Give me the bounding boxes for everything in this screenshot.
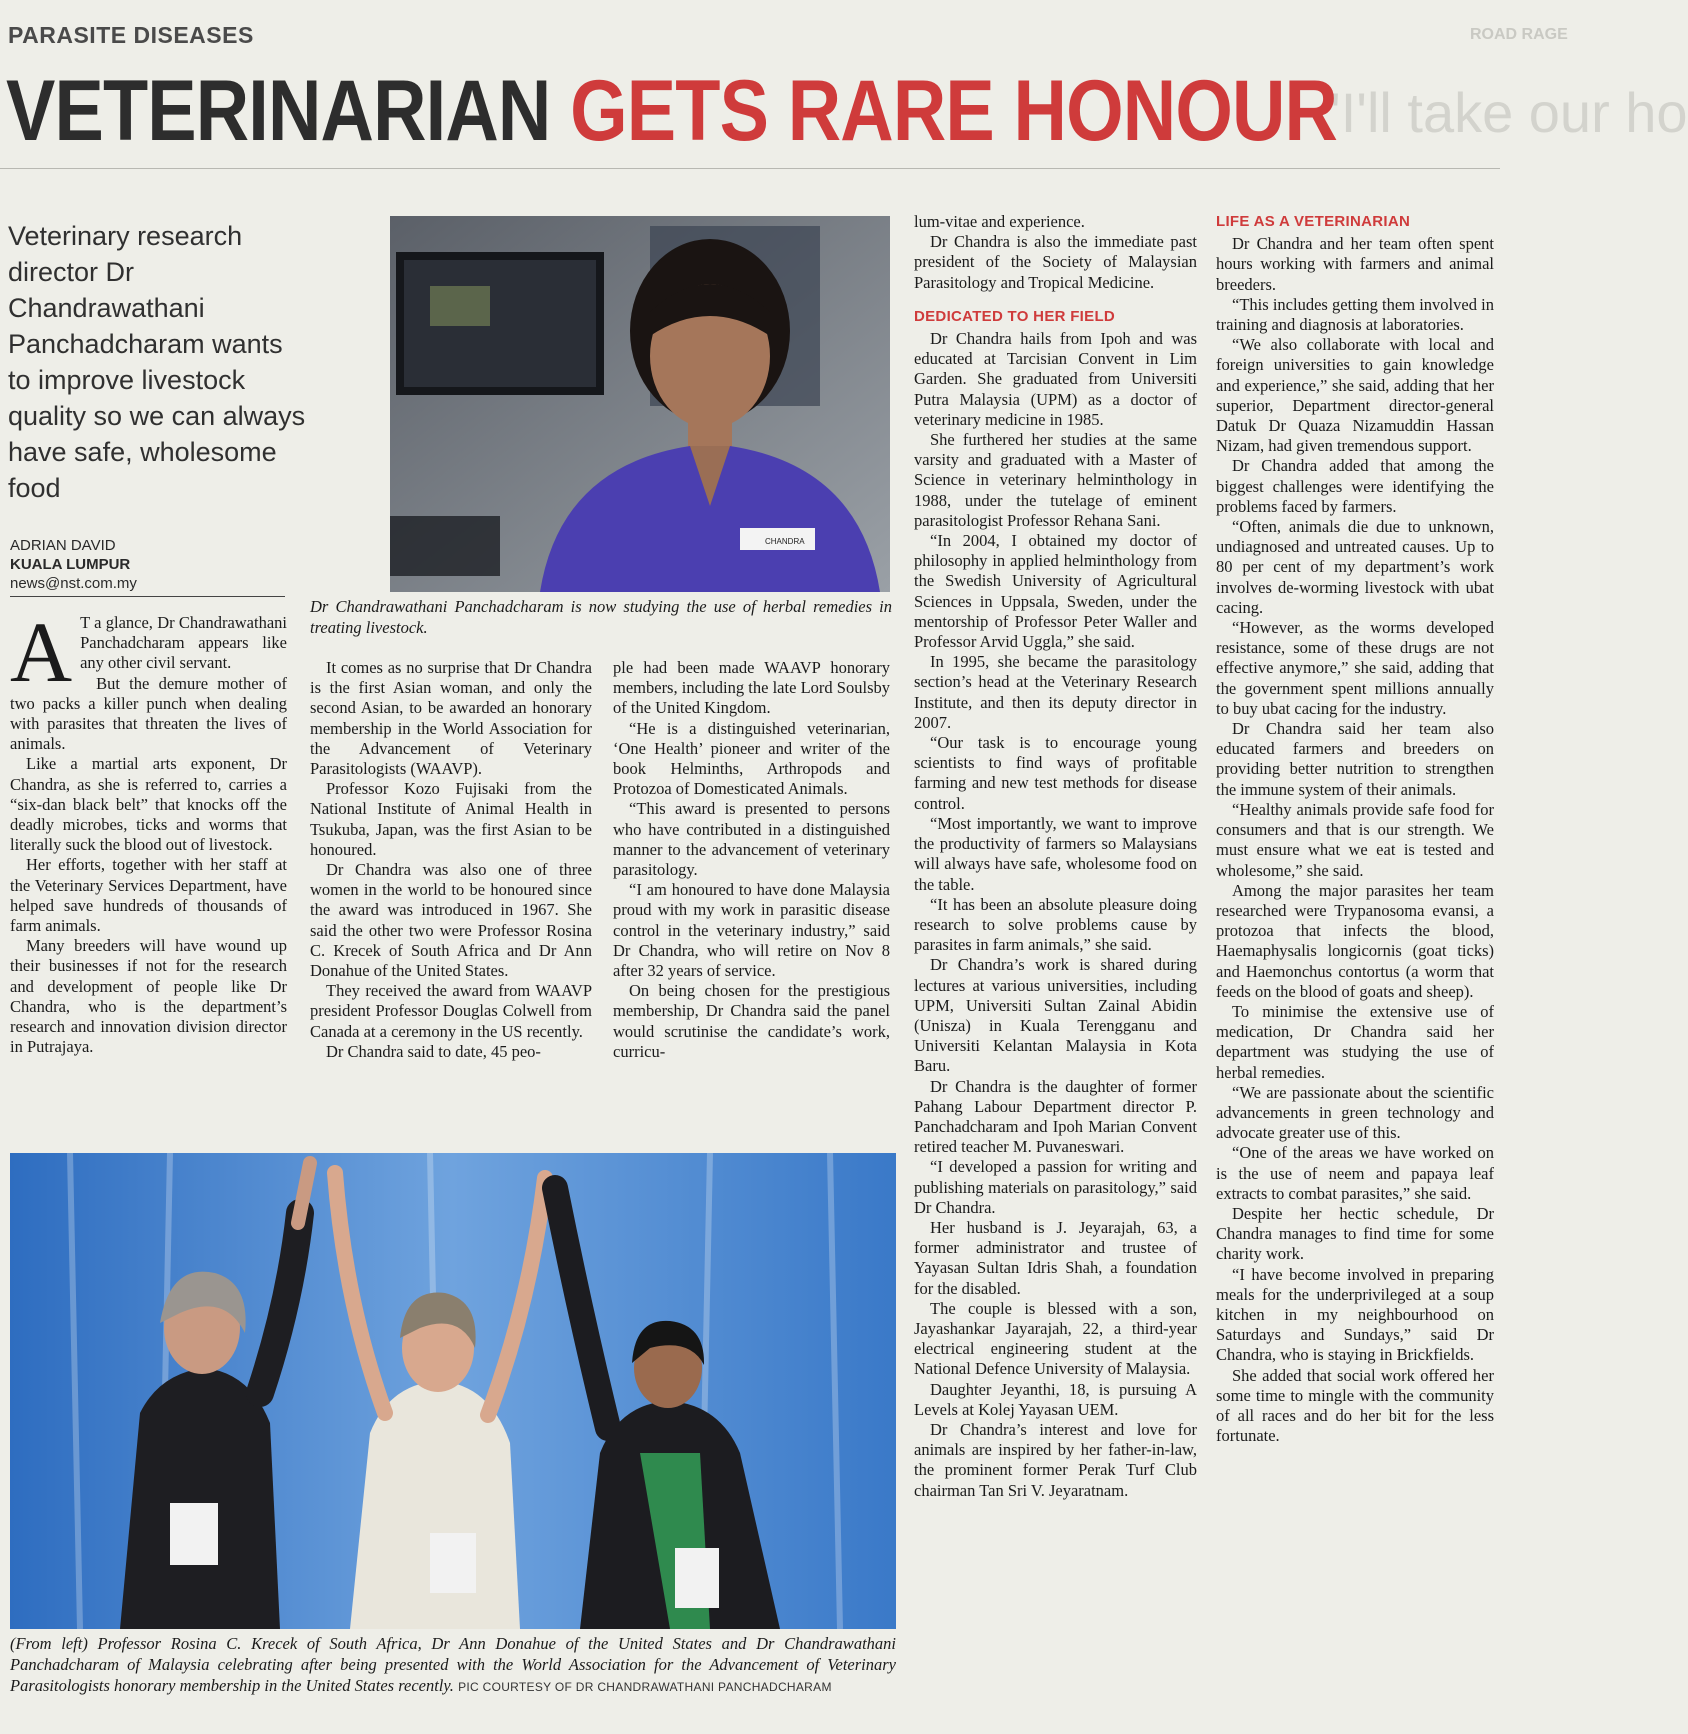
paragraph: Dr Chandra is the daughter of former Pahang Labour Department director P. Panchadcharam and Ipoh Marian Convent retired teacher M. Puvaneswari. [914,1076,1197,1157]
portrait-photo-art [390,216,890,592]
paragraph: Despite her hectic schedule, Dr Chandra manages to find time for some charity work. [1216,1203,1494,1264]
headline-part1: VETERINARIAN [6,63,551,159]
paragraph: On being chosen for the prestigious membership, Dr Chandra said the panel would scrutinise the candidate’s work, curricu- [613,981,890,1061]
lead-paragraph: T a glance, Dr Chandrawathani Panchadcharam appears like any other civil servant. [80,613,287,673]
article-column-4 [914,212,1197,1501]
headline [6,63,1338,159]
paragraph: It comes as no surprise that Dr Chandra is the first Asian woman, and only the second Asian, to be awarded an honorary membership in the World Association for the Advancement of Veterinary Parasitologists (WAAVP). [310,658,592,779]
paragraph: Her efforts, together with her staff at the Veterinary Services Department, have helped save hundreds of thousands of farm animals. [10,855,287,936]
paragraph: Dr Chandra was also one of three women in the world to be honoured since the award was introduced in 1967. She said the other two were Professor Rosina C. Krecek of South Africa and Dr Ann Donahue of the United States. [310,860,592,981]
dropcap: A [10,604,73,700]
article-column-5 [1216,212,1494,1446]
article-column-2 [310,658,592,1062]
paragraph: ple had been made WAAVP honorary members, including the late Lord Soulsby of the United Kingdom. [613,658,890,718]
paragraph: They received the award from WAAVP president Professor Douglas Colwell from Canada at a ceremony in the US recently. [310,981,592,1041]
subhead-dedicated: DEDICATED TO HER FIELD [914,307,1116,325]
photo-credit: PIC COURTESY OF DR CHANDRAWATHANI PANCHADCHARAM [458,1680,832,1694]
paragraph: “We are passionate about the scientific advancements in green technology and advocate greater use of this. [1216,1082,1494,1143]
byline-location: KUALA LUMPUR [10,556,131,573]
adjacent-story-headline: 'I'll take our ho [1330,81,1688,144]
paragraph: Dr Chandra hails from Ipoh and was educated at Tarcisian Convent in Lim Garden. She graduated from Universiti Putra Malaysia (UPM) as a doctor of veterinary medicine in 1985. [914,329,1197,429]
paragraph: Daughter Jeyanthi, 18, is pursuing A Levels at Kolej Yayasan UEM. [914,1379,1197,1419]
paragraph: “We also collaborate with local and foreign universities to gain knowledge and experience,” she said, adding that her superior, Department director-general Datuk Dr Quaza Nizamuddin Hassan Nizam, had given tremendous support. [1216,335,1494,456]
paragraph: Dr Chandra’s interest and love for animals are inspired by her father-in-law, the prominent former Perak Turf Club chairman Tan Sri V. Jeyaratnam. [914,1419,1197,1500]
paragraph: “Most importantly, we want to improve the productivity of farmers so Malaysians will always have safe, wholesome food on the table. [914,813,1197,894]
paragraph: “He is a distinguished veterinarian, ‘One Health’ pioneer and writer of the book Helminths, Arthropods and Protozoa of Domesticated Animals. [613,718,890,799]
paragraph: “One of the areas we have worked on is the use of neem and papaya leaf extracts to combat parasites,” she said. [1216,1143,1494,1203]
subhead-life: LIFE AS A VETERINARIAN [1216,213,1411,230]
standfirst: Veterinary research director Dr Chandrawathani Panchadcharam wants to improve livestock quality so we can always have safe, wholesome food [8,221,306,503]
paragraph: Dr Chandra and her team often spent hours working with farmers and animal breeders. [1216,234,1494,294]
group-photo [10,1153,896,1629]
paragraph: Professor Kozo Fujisaki from the National Institute of Animal Health in Tsukuba, Japan, was the first Asian to be honoured. [310,779,592,859]
byline-email: news@nst.com.my [10,575,137,592]
paragraph: “This award is presented to persons who have contributed in a distinguished manner to the advancement of veterinary parasitology. [613,799,890,880]
article-column-1 [10,604,287,1057]
paragraph: “Our task is to encourage young scientists to find ways of profitable farming and new test methods for disease control. [914,733,1197,813]
paragraph: She furthered her studies at the same varsity and graduated with a Master of Science in veterinary helminthology in 1988, under the tutelage of eminent parasitologist Professor Rehana Sani. [914,430,1197,530]
paragraph: Dr Chandra’s work is shared during lectures at various universities, including UPM, Universiti Sultan Zainal Abidin (Unisza) in Kuala Terengganu and Universiti Kelantan Malaysia in Kota Baru. [914,955,1197,1076]
paragraph: “It has been an absolute pleasure doing research to solve problems cause by parasites in farm animals,” she said. [914,894,1197,955]
portrait-caption: Dr Chandrawathani Panchadcharam is now studying the use of herbal remedies in treating livestock. [310,597,892,637]
paragraph: Dr Chandra added that among the biggest challenges were identifying the problems faced by farmers. [1216,456,1494,516]
paragraph: Dr Chandra is also the immediate past president of the Society of Malaysian Parasitology and Tropical Medicine. [914,232,1197,292]
name-tag-text: CHANDRA [765,537,805,546]
group-caption [10,1633,896,1698]
paragraph: But the demure mother of two packs a killer punch when dealing with parasites that threaten the lives of animals. [10,673,287,754]
paragraph: “Healthy animals provide safe food for consumers and that is our strength. We must ensure what we eat is tested and wholesome,” she said. [1216,799,1494,880]
paragraph: Among the major parasites her team researched were Trypanosoma evansi, a protozoa that infects the blood, Haemaphysalis longicornis (goat ticks) and Haemonchus contortus (a worm that feeds on the blood of goats and sheep). [1216,880,1494,1001]
section-kicker: PARASITE DISEASES [8,22,254,48]
paragraph: Dr Chandra said to date, 45 peo- [326,1041,541,1061]
paragraph: “I am honoured to have done Malaysia proud with my work in parasitic disease control in the veterinary industry,” said Dr Chandra, who will retire on Nov 8 after 32 years of service. [613,880,890,981]
article-column-3 [613,658,890,1062]
paragraph: “Often, animals die due to unknown, undiagnosed and untreated causes. Up to 80 per cent of my department’s work involves de-worming livestock with ubat cacing. [1216,517,1494,617]
paragraph: She added that social work offered her some time to mingle with the community of all races and do her bit for the less fortunate. [1216,1365,1494,1446]
paragraph: “In 2004, I obtained my doctor of philosophy in applied helminthology from the Swedish University of Agricultural Sciences in Uppsala, Sweden, under the mentorship of Professor Peter Waller and Professor Arvid Uggla,” she said. [914,531,1197,652]
byline-rule [10,596,285,597]
adjacent-story-kicker: ROAD RAGE [1470,26,1568,43]
portrait-photo [390,216,890,592]
paragraph: “This includes getting them involved in training and diagnosis at laboratories. [1216,294,1494,335]
paragraph: Dr Chandra said her team also educated farmers and breeders on providing better nutrition to strengthen the immune system of their animals. [1216,719,1494,799]
byline [10,536,137,593]
paragraph: To minimise the extensive use of medication, Dr Chandra said her department was studying the use of herbal remedies. [1216,1001,1494,1082]
paragraph: Like a martial arts exponent, Dr Chandra, as she is referred to, carries a “six-dan black belt” that knocks off the deadly microbes, ticks and worms that literally suck the blood out of livestock. [10,754,287,855]
paragraph: “I have become involved in preparing meals for the underprivileged at a soup kitchen in my neighbourhood on Saturdays and Sundays,” said Dr Chandra, who is staying in Brickfields. [1216,1264,1494,1365]
paragraph: “However, as the worms developed resistance, some of these drugs are not effective anymore,” she said, adding that the government spent millions annually to buy ubat cacing for the industry. [1216,618,1494,718]
paragraph: Many breeders will have wound up their businesses if not for the research and development of people like Dr Chandra, who is the department’s research and innovation division director in Putrajaya. [10,936,287,1057]
paragraph: Her husband is J. Jeyarajah, 63, a former administrator and trustee of Yayasan Sultan Idris Shah, a foundation for the disabled. [914,1217,1197,1298]
paragraph: “I developed a passion for writing and publishing materials on parasitology,” said Dr Chandra. [914,1157,1197,1217]
paragraph: In 1995, she became the parasitology section’s head at the Veterinary Research Institute, and then its deputy director in 2007. [914,652,1197,732]
paragraph: lum-vitae and experience. [914,212,1085,231]
byline-author: ADRIAN DAVID [10,537,116,554]
paragraph: The couple is blessed with a son, Jayashankar Jayarajah, 22, a third-year electrical engineering student at the National Defence University of Malaysia. [914,1298,1197,1379]
group-photo-art [10,1153,896,1629]
group-caption-text: (From left) Professor Rosina C. Krecek of South Africa, Dr Ann Donahue of the United States and Dr Chandrawathani Panchadcharam of Malaysia celebrating after being presented with the World Association for the Advancement of Veterinary Parasitologists honorary membership in the United States recently. [10,1634,896,1695]
headline-part2: GETS RARE HONOUR [570,63,1338,159]
header-rule [0,168,1500,169]
